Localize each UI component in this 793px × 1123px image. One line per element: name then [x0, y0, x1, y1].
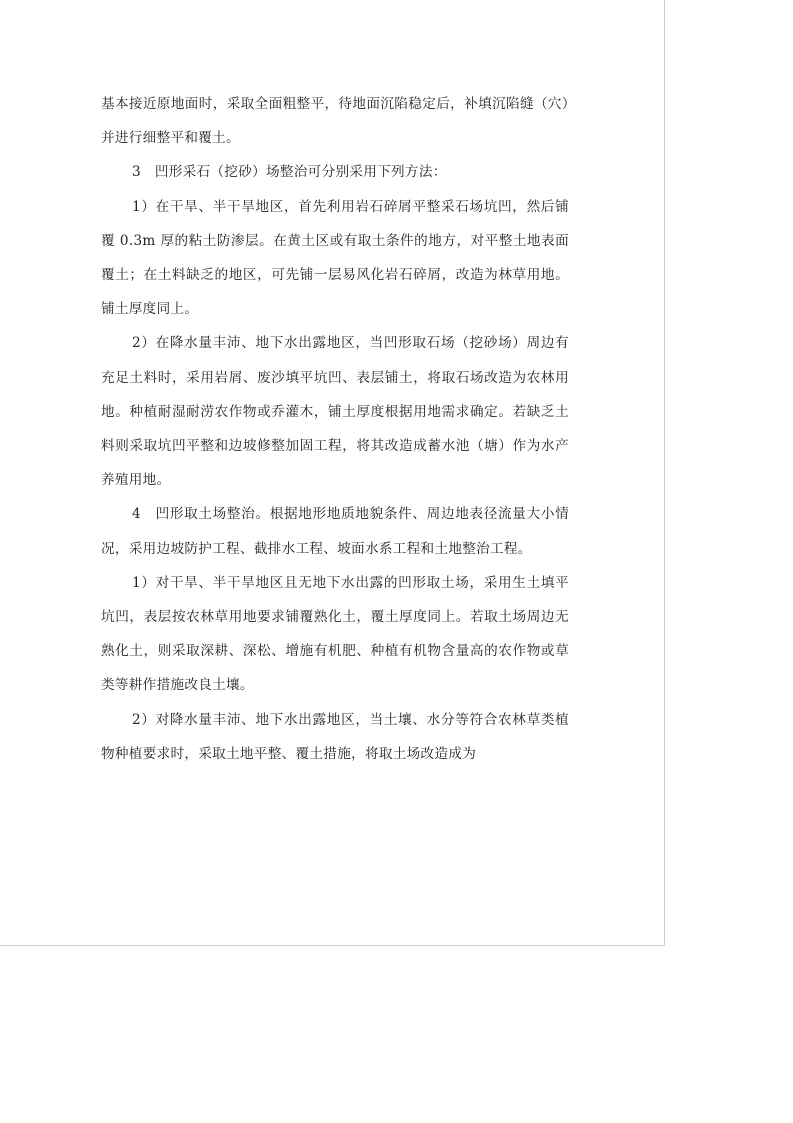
body-text — [101, 87, 569, 771]
paragraph-item-4-2: 2）对降水量丰沛、地下水出露地区，当土壤、水分等符合农林草类植物种植要求时，采取土地平整、覆土措施，将取土场改造成为 — [101, 711, 569, 762]
paragraph-continuation: 基本接近原地面时，采取全面粗整平，待地面沉陷稳定后，补填沉陷缝（穴）并进行细整平和覆土。 — [101, 96, 569, 147]
paragraph-item-3: 3 凹形采石（挖砂）场整治可分别采用下列方法： — [132, 164, 447, 181]
paragraph-item-3-2: 2）在降水量丰沛、地下水出露地区，当凹形取石场（挖砂场）周边有充足土料时，采用岩屑、废沙填平坑凹、表层铺土，将取石场改造为农林用地。种植耐湿耐涝农作物或乔灌木，铺土厚度根据用地需求确定。若缺乏土料则采取坑凹平整和边坡修整加固工程，将其改造成蓄水池（塘）作为水产养殖用地。 — [101, 335, 569, 489]
paragraph-item-4: 4 凹形取土场整治。根据地形地质地貌条件、周边地表径流量大小情况，采用边坡防护工程、截排水工程、坡面水系工程和土地整治工程。 — [101, 506, 569, 557]
paragraph-item-4-1: 1）对干旱、半干旱地区且无地下水出露的凹形取土场，采用生土填平坑凹，表层按农林草用地要求铺覆熟化土，覆土厚度同上。若取土场周边无熟化土，则采取深耕、深松、增施有机肥、种植有机物含量高的农作物或草类等耕作措施改良土壤。 — [101, 574, 569, 694]
paragraph-item-3-1: 1）在干旱、半干旱地区，首先利用岩石碎屑平整采石场坑凹，然后铺覆 0.3m 厚的粘土防渗层。在黄土区或有取土条件的地方，对平整土地表面覆土；在土料缺乏的地区，可先铺一层易风化岩石碎屑，改造为林草用地。铺土厚度同上。 — [101, 198, 569, 318]
